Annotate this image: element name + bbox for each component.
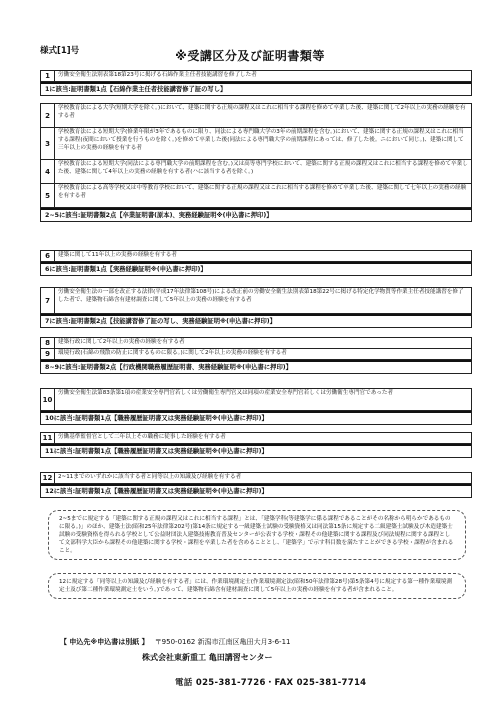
note-equivalent-knowledge: 12に規定する「同等以上の知識及び経験を有する者」には、作業環境測定士(作業環境測定法(昭和50年法律第28号)第5条第4号に規定する第一種作業環境測定士及び第二種作業環境測定士をいう。)であって、建築物石綿含有建材調査に関して5年以上の実務の経験を有する者が含まれること。: [48, 573, 466, 599]
category-number: 5: [41, 184, 55, 207]
required-documents: 職務履歴証明書又は実務経験証明※(申込書に押印): [117, 488, 262, 495]
category-row-7: [41, 288, 471, 314]
group-6-summary: 10に該当:証明書類1点【職務履歴証明書又は実務経験証明※(申込書に押印)】: [41, 411, 471, 424]
category-row-2: [41, 104, 471, 128]
form-number: 様式[1]号: [40, 46, 80, 56]
group-2: [40, 103, 472, 222]
required-documents: 石綿作業主任者技能講習修了証の写し: [112, 86, 220, 93]
category-number: 7: [41, 288, 55, 313]
category-row-5: [41, 184, 471, 208]
category-number: 8: [41, 338, 55, 348]
category-number: 3: [41, 128, 55, 159]
group-5-summary: 8~9に該当:証明書類2点【行政機関職務履歴証明書、実務経験証明※(申込書に押印)】: [41, 360, 471, 373]
application-label: 【 申込先※申込書は別紙 】: [60, 638, 149, 646]
group-4-summary: 7に該当:証明書類2点【技能講習修了証の写し、実務経験証明※(申込書に押印)】: [41, 314, 471, 327]
required-documents: 職務履歴証明書又は実務経験証明※(申込書に押印): [117, 415, 262, 422]
contact-phone-fax: 電話 025-381-7726・FAX 025-381-7714: [175, 678, 367, 688]
group-6: [40, 388, 472, 425]
required-documents: 卒業証明書(原本)、実務経験証明※(申込書に押印): [122, 212, 267, 219]
category-number: 2: [41, 104, 55, 127]
category-text: 2~11までのいずれかに該当する者と同等以上の知識及び経験を有する者: [58, 474, 242, 480]
category-number: 11: [41, 433, 55, 443]
note-course-definition: 2~5までに規定する「建築に関する正規の課程又はこれに相当する課程」とは、「建築学科(等建築学に係る課程であることがその名称から明らかであるものに限る。)」のほか、建築士法(昭和25年法律第202号)第14条に規定する一級建築士試験の受験資格又は同法第15条に規定する二級建築士試験及び木造建築士試験の受験資格を得られる学校として公益財団法人建築技術教育普及センターが公表する学校・課程その他建築に関する課程及び同法規程に関する課程として文部科学大臣から課程その他建築に関する学校・課程を卒業した者を含めることとし、「建築学」で示す科目数を満たすことができる学校・課程が含まれること。: [48, 510, 466, 560]
group-7: [40, 432, 472, 458]
category-text: 労働基準監督官として二年以上その職務に従事した経験を有する者: [58, 434, 226, 440]
group-2-summary: 2~5に該当:証明書類2点【卒業証明書(原本)、実務経験証明※(申込書に押印)】: [41, 208, 471, 221]
category-row-4: [41, 160, 471, 184]
company-name: 株式会社東新重工 亀田講習センター: [142, 653, 273, 662]
category-text: 建築に関して11年以上の実務の経験を有する者: [58, 252, 177, 258]
category-number: 12: [41, 473, 55, 483]
postal-address: 〒950-0162 新潟市江南区亀田大月3-6-11: [154, 638, 291, 646]
group-8: [40, 472, 472, 498]
category-row-10: [41, 389, 471, 411]
category-row-8: [41, 338, 471, 349]
category-number: 10: [41, 389, 55, 410]
category-text: 建築行政に関して2年以上の実務の経験を有する者: [58, 339, 185, 345]
category-text: 学校教育法による高等学校又は中等教育学校において、建築に関する正規の課程又はこれに相当する課程を修めて卒業した後、建築に関して七年以上の実務の経験を有する者: [58, 185, 467, 199]
category-row-3: [41, 128, 471, 160]
application-address: [60, 637, 290, 647]
group-1-summary: 1に該当:証明書類1点【石綿作業主任者技能講習修了証の写し】: [41, 82, 471, 95]
category-number: 9: [41, 349, 55, 359]
category-text: 学校教育法による大学(短期大学を除く。)において、建築に関する正規の課程又はこれに相当する課程を修めて卒業した後、建築に関して2年以上の実務の経験を有する者: [58, 105, 466, 119]
required-documents: 行政機関職務履歴証明書、実務経験証明※(申込書に押印): [122, 364, 286, 371]
group-5: [40, 337, 472, 374]
category-row-6: [41, 251, 471, 262]
group-7-summary: 11に該当:証明書類1点【職務履歴証明書又は実務経験証明※(申込書に押印)】: [41, 444, 471, 457]
category-number: 4: [41, 160, 55, 183]
group-8-summary: 12に該当:証明書類1点【職務履歴証明書又は実務経験証明※(申込書に押印)】: [41, 484, 471, 497]
category-text: 学校教育法による短期大学(同法による専門職大学の前期課程を含む。)又は高等専門学校において、建築に関する正規の課程又はこれに相当する課程を修めて卒業した後、建築に関して4年以上の実務の経験を有する者(ハに該当する者を除く。): [58, 161, 468, 175]
category-text: 労働安全衛生法の一部を改正する法律(平成17年法律第108号)による改正前の労働安全衛生法別表第18第22号に掲げる特定化学物質等作業主任者技能講習を修了した者で、建築物石綿含有建材調査に関して5年以上の実務の経験を有する者: [58, 289, 464, 303]
group-4: [40, 287, 472, 328]
required-documents: 職務履歴証明書又は実務経験証明※(申込書に押印): [117, 448, 262, 455]
category-text: 学校教育法による短期大学(修業年限が3年であるものに限り、同法による専門職大学の3年の前期課程を含む。)において、建築に関する正規の課程又はこれに相当する課程(夜間において授業を行うものを除く。)を修めて卒業した後(同法による専門職大学の前期課程にあっては、修了した後。ニにおいて同じ。)、建築に関して三年以上の実務の経験を有する者: [58, 129, 464, 151]
category-text: 環境行政(石綿の飛散の防止に関するものに限る。)に関して2年以上の実務の経験を有する者: [58, 350, 287, 356]
category-number: 1: [41, 71, 55, 81]
required-documents: 実務経験証明※(申込書に押印): [112, 266, 201, 273]
category-row-1: [41, 71, 471, 82]
category-row-11: [41, 433, 471, 444]
group-3: [40, 250, 472, 276]
category-number: 6: [41, 251, 55, 261]
group-1: [40, 70, 472, 96]
category-text: 労働安全衛生法第83条第1項の産業安全専門官若しくは労働衛生専門官又は同項の産業安全専門官若しくは労働衛生専門官であった者: [58, 390, 394, 396]
group-3-summary: 6に該当:証明書類1点【実務経験証明※(申込書に押印)】: [41, 262, 471, 275]
category-row-12: [41, 473, 471, 484]
page-title: ※受講区分及び証明書類等: [175, 49, 325, 63]
required-documents: 技能講習修了証の写し、実務経験証明※(申込書に押印): [112, 318, 270, 325]
category-row-9: [41, 349, 471, 360]
category-text: 労働安全衛生法別表第18第23号に掲げる石綿作業主任者技能講習を修了した者: [58, 72, 257, 78]
